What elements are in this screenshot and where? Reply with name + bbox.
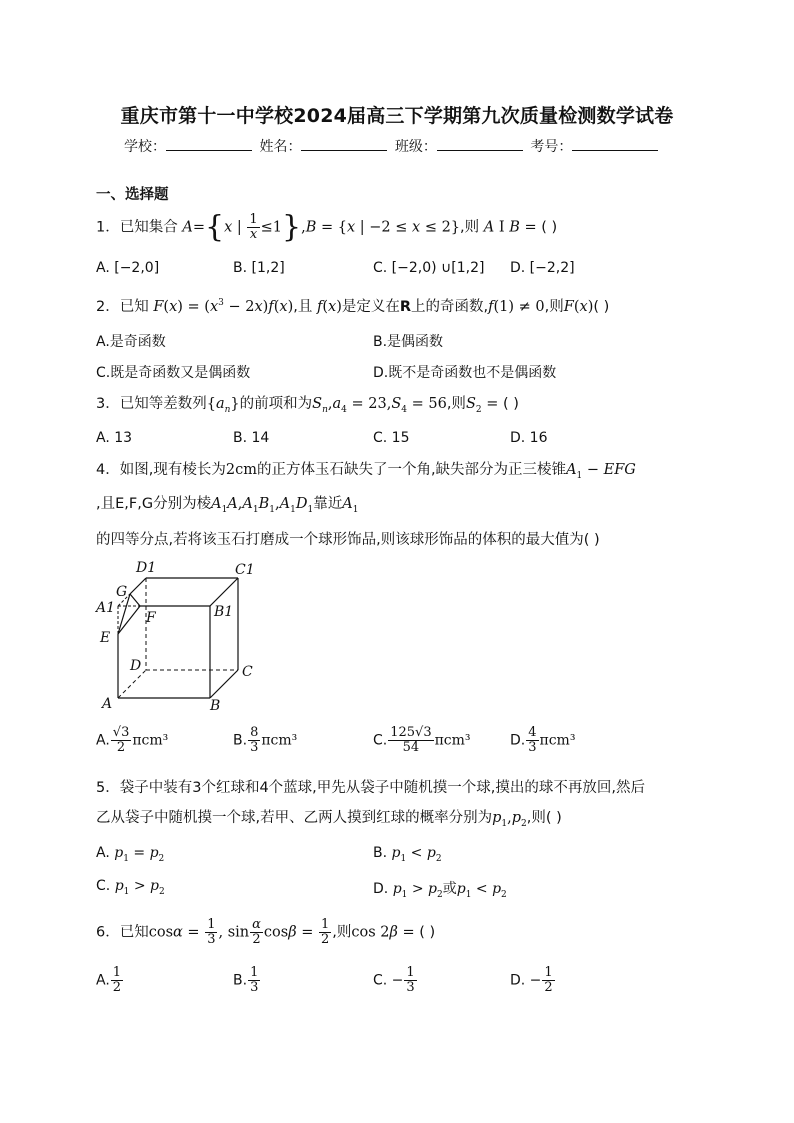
- question-4-line-3: 的四等分点,若将该玉石打磨成一个球形饰品,则该球形饰品的体积的最大值为( ): [96, 532, 600, 548]
- name-blank[interactable]: [301, 136, 387, 151]
- label-d1: D1: [136, 560, 157, 576]
- q3-option-c[interactable]: C. 15: [373, 430, 410, 446]
- q3-option-a[interactable]: A. 13: [96, 430, 133, 446]
- question-4-line-1: 4．如图,现有棱长为2cm的正方体玉石缺失了一个角,缺失部分为正三棱锥$A_1$ − EFG: [96, 462, 636, 481]
- label-g: G: [116, 584, 128, 600]
- q5-option-d[interactable]: D. $p_1 > p_2$或$p_1 < p_2$: [373, 881, 507, 900]
- q1-option-b[interactable]: B. [1,2]: [233, 260, 285, 276]
- q5-option-c[interactable]: C. $p_1 > p_2$: [96, 878, 165, 897]
- cube-figure: [90, 556, 270, 716]
- q2-option-d[interactable]: D.既不是奇函数也不是偶函数: [373, 365, 557, 381]
- label-f: F: [146, 610, 156, 626]
- q5-option-b[interactable]: B. $p_1 < p_2$: [373, 845, 442, 864]
- section-heading: 一、选择题: [96, 187, 169, 203]
- label-c1: C1: [235, 562, 255, 578]
- exam-number-label: 考号：: [530, 139, 573, 155]
- edge-ad-hidden: [118, 670, 146, 698]
- edge-b1c1: [210, 578, 238, 606]
- q3-option-d[interactable]: D. 16: [510, 430, 548, 446]
- label-e: E: [100, 630, 111, 646]
- label-c: C: [242, 664, 253, 680]
- q2-option-c[interactable]: C.既是奇函数又是偶函数: [96, 365, 251, 381]
- q5-option-a[interactable]: A. $p_1 = p_2$: [96, 845, 165, 864]
- class-label: 班级：: [394, 139, 437, 155]
- q6-option-a[interactable]: A. $\frac{1}{2}$: [96, 965, 122, 995]
- q6-option-b[interactable]: B. $\frac{1}{3}$: [233, 965, 259, 995]
- q1-option-c[interactable]: C. [−2,0) ∪[1,2]: [373, 260, 485, 276]
- question-5-line-1: 5．袋子中装有3个红球和4个蓝球,甲先从袋子中随机摸一个球,摸出的球不再放回,然后: [96, 780, 646, 796]
- q2-option-b[interactable]: B.是偶函数: [373, 334, 444, 350]
- label-b1: B1: [214, 604, 234, 620]
- label-a: A: [102, 696, 113, 712]
- question-1-stem: 1．已知集合 A={x | $\frac{1}{x}$ ≤1},B = {x | −2 ≤ x ≤ 2},则 A I B = ( ): [96, 209, 558, 245]
- q3-option-b[interactable]: B. 14: [233, 430, 270, 446]
- question-5-line-2: 乙从袋子中随机摸一个球,若甲、乙两人摸到红球的概率分别为$p_1,p_2$,则( ): [96, 810, 562, 829]
- question-3-stem: 3．已知等差数列$\{a_n\}$的前项和为$S_n,a_4 = 23,S_4 = 56$,则$S_2$ = ( ): [96, 396, 519, 415]
- exam-number-blank[interactable]: [572, 136, 658, 151]
- page-title: 重庆市第十一中学校2024届高三下学期第九次质量检测数学试卷: [120, 105, 674, 127]
- q1-option-d[interactable]: D. [−2,2]: [510, 260, 575, 276]
- school-label: 学校：: [124, 139, 166, 155]
- edge-gd1: [130, 578, 146, 594]
- q6-option-c[interactable]: C. − $\frac{1}{3}$: [373, 965, 415, 995]
- class-blank[interactable]: [437, 136, 523, 151]
- q4-option-c[interactable]: C. $\frac{125√3}{54}$ πcm³: [373, 725, 471, 755]
- student-info-line: [124, 136, 661, 156]
- q1-option-a[interactable]: A. [−2,0]: [96, 260, 160, 276]
- label-b: B: [210, 698, 221, 714]
- question-6-stem: 6．已知cosα = $\frac{1}{3}$ , sin $\frac{\alpha}{2}$ cosβ = $\frac{1}{2}$ ,则cos 2β = ( ): [96, 917, 436, 947]
- label-a1: A1: [96, 600, 116, 616]
- q4-option-a[interactable]: A. $\frac{√3}{2}$ πcm³: [96, 725, 169, 755]
- question-2-stem: 2．已知 $F(x) = (x^3 - 2x)f(x)$,且 f(x)是定义在R上的奇函数,f(1) ≠ 0,则F(x)( ): [96, 298, 610, 315]
- edge-ef: [118, 606, 140, 634]
- q2-option-a[interactable]: A.是奇函数: [96, 334, 166, 350]
- edge-bc: [210, 670, 238, 698]
- edge-eg: [118, 594, 130, 634]
- school-blank[interactable]: [166, 136, 252, 151]
- question-4-line-2: ,且E,F,G分别为棱$A_1A,A_1B_1,A_1D_1$靠近$A_1$: [96, 496, 359, 515]
- q4-option-d[interactable]: D. $\frac{4}{3}$ πcm³: [510, 725, 576, 755]
- edge-fg: [130, 594, 140, 606]
- q6-option-d[interactable]: D. − $\frac{1}{2}$: [510, 965, 553, 995]
- q4-option-b[interactable]: B. $\frac{8}{3}$ πcm³: [233, 725, 298, 755]
- name-label: 姓名：: [259, 139, 302, 155]
- label-d: D: [130, 658, 142, 674]
